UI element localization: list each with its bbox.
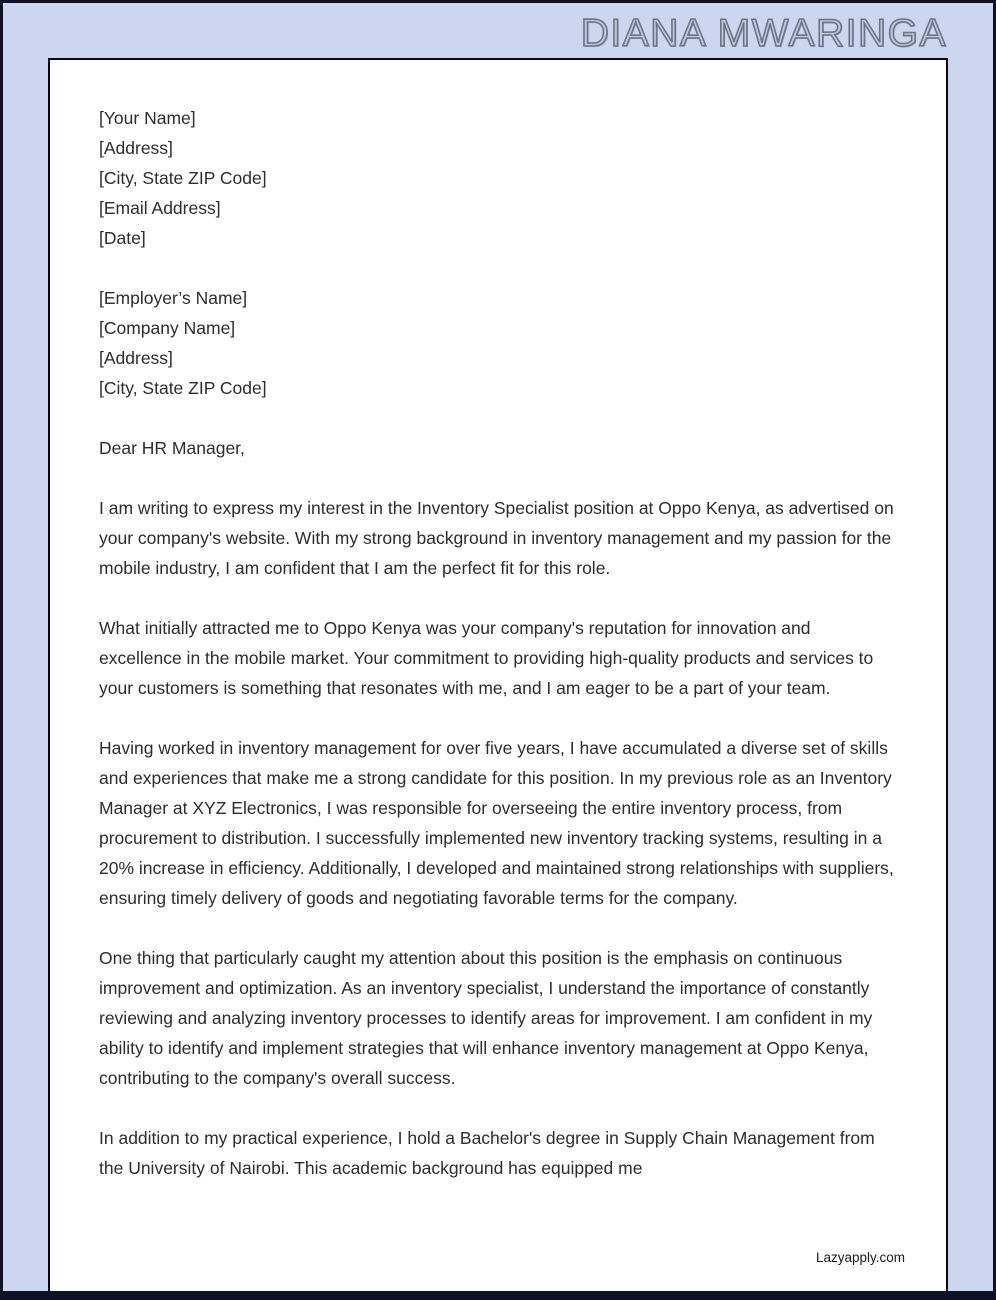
- letter-date-line: [Date]: [99, 228, 146, 248]
- sender-city-line: [City, State ZIP Code]: [99, 168, 267, 188]
- sender-name-line: [Your Name]: [99, 108, 196, 128]
- letter-paragraph-education: In addition to my practical experience, I hold a Bachelor's degree in Supply Chain Management from the University of Nairobi. This academic background has equipped me: [99, 1128, 875, 1178]
- recipient-company-line: [Company Name]: [99, 318, 236, 338]
- sender-address-block: [99, 103, 896, 253]
- brand-name: DIANA MWARINGA: [580, 12, 947, 55]
- sender-address-line: [Address]: [99, 138, 173, 158]
- letter-paragraph-attraction: What initially attracted me to Oppo Kenya was your company's reputation for innovation and excellence in the mobile market. Your commitment to providing high-quality products and services to your customers is something that resonates with me, and I am eager to be a part of your team.: [99, 618, 874, 698]
- letter-paragraph-intro: I am writing to express my interest in the Inventory Specialist position at Oppo Kenya, as advertised on your company's website. With my strong background in inventory management and my passion for the mobile industry, I am confident that I am the perfect fit for this role.: [99, 498, 894, 578]
- recipient-address-line: [Address]: [99, 348, 173, 368]
- letter-page: [48, 58, 948, 1300]
- salutation: Dear HR Manager,: [99, 438, 245, 458]
- sender-email-line: [Email Address]: [99, 198, 221, 218]
- recipient-name-line: [Employer’s Name]: [99, 288, 248, 308]
- letter-paragraph-improvement: One thing that particularly caught my attention about this position is the emphasis on continuous improvement and optimization. As an inventory specialist, I understand the importance of constantly reviewing and analyzing inventory processes to identify areas for improvement. I am confident in my ability to identify and implement strategies that will enhance inventory management at Oppo Kenya, contributing to the company's overall success.: [99, 948, 873, 1088]
- letter-paragraph-experience: Having worked in inventory management for over five years, I have accumulated a diverse set of skills and experiences that make me a strong candidate for this position. In my previous role as an Inventory Manager at XYZ Electronics, I was responsible for overseeing the entire inventory process, from procurement to distribution. I successfully implemented new inventory tracking systems, resulting in a 20% increase in efficiency. Additionally, I developed and maintained strong relationships with suppliers, ensuring timely delivery of goods and negotiating favorable terms for the company.: [99, 738, 894, 908]
- lazyapply-watermark: Lazyapply.com: [815, 1250, 905, 1265]
- recipient-city-line: [City, State ZIP Code]: [99, 378, 267, 398]
- recipient-address-block: [99, 283, 896, 403]
